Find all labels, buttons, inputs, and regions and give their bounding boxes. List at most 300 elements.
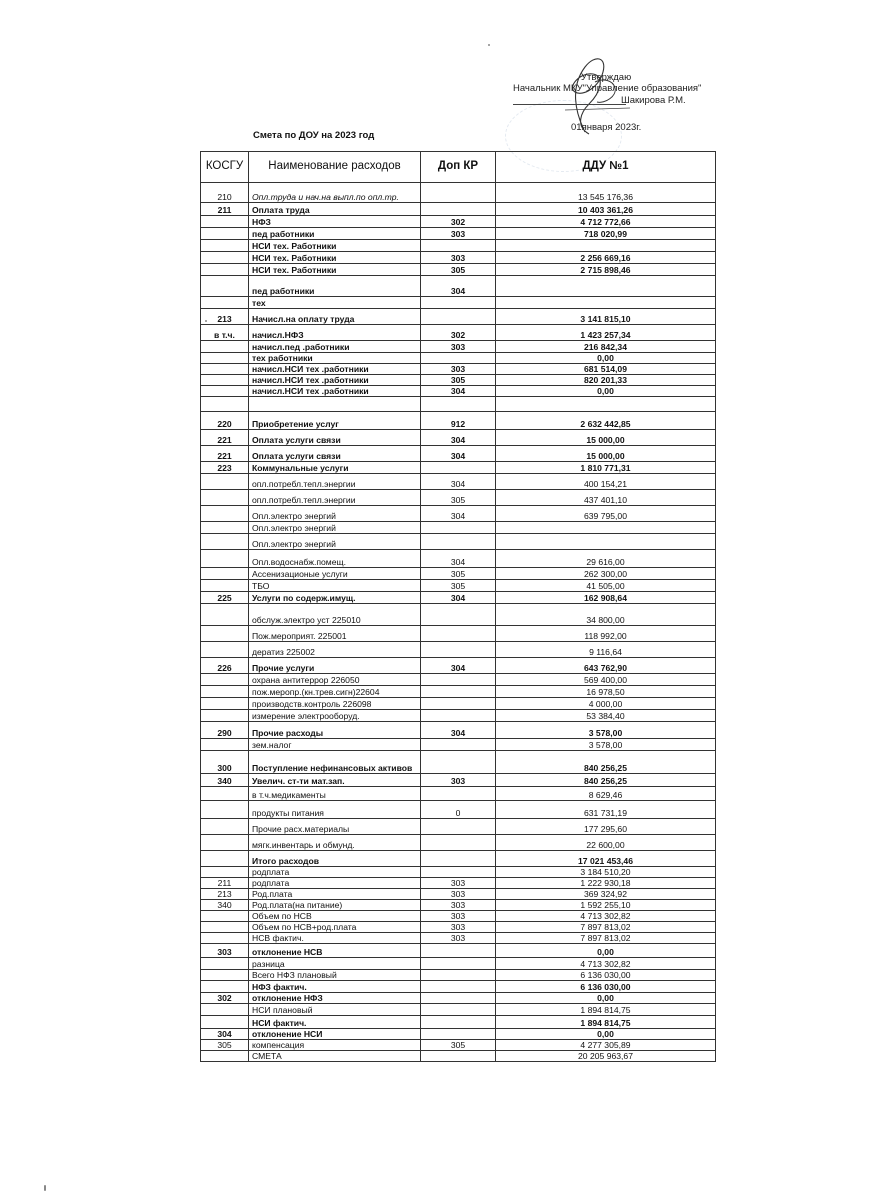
name-cell: Опл.водоснабж.помещ. <box>249 550 421 568</box>
name-cell: Оплата услуги связи <box>249 446 421 462</box>
scan-speck <box>205 320 207 322</box>
dop-kr-cell <box>421 1051 496 1062</box>
dop-kr-cell <box>421 203 496 216</box>
scan-speck <box>488 44 490 46</box>
dop-kr-cell: 303 <box>421 774 496 787</box>
kosgu-cell <box>201 787 249 801</box>
dop-kr-cell: 305 <box>421 490 496 506</box>
dop-kr-cell <box>421 674 496 686</box>
approval-position: Начальник МКУ"Управление образования" <box>513 83 702 94</box>
name-cell: Объем по НСВ+род.плата <box>249 922 421 933</box>
dop-kr-cell <box>421 309 496 325</box>
ddu-value-cell: 177 295,60 <box>496 819 716 835</box>
table-row <box>201 297 716 309</box>
kosgu-cell <box>201 819 249 835</box>
ddu-value-cell: 4 713 302,82 <box>496 958 716 970</box>
table-row <box>201 1016 716 1029</box>
ddu-value-cell <box>496 397 716 412</box>
kosgu-cell <box>201 276 249 297</box>
table-row <box>201 592 716 604</box>
name-cell: тех работники <box>249 353 421 364</box>
dop-kr-cell: 304 <box>421 592 496 604</box>
dop-kr-cell <box>421 183 496 203</box>
dop-kr-cell <box>421 1029 496 1040</box>
kosgu-cell <box>201 568 249 580</box>
ddu-value-cell: 10 403 361,26 <box>496 203 716 216</box>
name-cell: Род.плата <box>249 889 421 900</box>
header-name: Наименование расходов <box>249 152 421 183</box>
name-cell: разница <box>249 958 421 970</box>
ddu-value-cell: 4 000,00 <box>496 698 716 710</box>
ddu-value-cell: 369 324,92 <box>496 889 716 900</box>
ddu-value-cell: 6 136 030,00 <box>496 981 716 993</box>
signature-line <box>513 104 626 105</box>
table-row <box>201 412 716 430</box>
ddu-value-cell: 3 184 510,20 <box>496 867 716 878</box>
kosgu-cell <box>201 851 249 867</box>
table-row <box>201 642 716 658</box>
dop-kr-cell <box>421 626 496 642</box>
table-row <box>201 522 716 534</box>
table-row <box>201 751 716 774</box>
name-cell: Всего НФЗ плановый <box>249 970 421 981</box>
kosgu-cell: 210 <box>201 183 249 203</box>
ddu-value-cell: 13 545 176,36 <box>496 183 716 203</box>
dop-kr-cell: 304 <box>421 474 496 490</box>
kosgu-cell: 340 <box>201 774 249 787</box>
name-cell: мягк.инвентарь и обмунд. <box>249 835 421 851</box>
ddu-value-cell: 15 000,00 <box>496 446 716 462</box>
dop-kr-cell <box>421 751 496 774</box>
table-row <box>201 911 716 922</box>
name-cell: Коммунальные услуги <box>249 462 421 474</box>
dop-kr-cell: 304 <box>421 550 496 568</box>
ddu-value-cell <box>496 534 716 550</box>
kosgu-cell <box>201 867 249 878</box>
kosgu-cell <box>201 252 249 264</box>
name-cell: опл.потребл.тепл.энергии <box>249 474 421 490</box>
table-row <box>201 698 716 710</box>
dop-kr-cell <box>421 353 496 364</box>
name-cell: Опл.электро энергий <box>249 522 421 534</box>
dop-kr-cell: 302 <box>421 325 496 341</box>
approval-date: 01января 2023г. <box>571 122 642 133</box>
approval-name: Шакирова Р.М. <box>621 95 686 106</box>
dop-kr-cell: 303 <box>421 911 496 922</box>
table-row <box>201 580 716 592</box>
table-row <box>201 1040 716 1051</box>
kosgu-cell <box>201 506 249 522</box>
kosgu-cell <box>201 474 249 490</box>
kosgu-cell <box>201 580 249 592</box>
name-cell: родплата <box>249 867 421 878</box>
table-row <box>201 922 716 933</box>
ddu-value-cell: 840 256,25 <box>496 774 716 787</box>
name-cell: начисл.пед .работники <box>249 341 421 353</box>
dop-kr-cell: 303 <box>421 889 496 900</box>
kosgu-cell <box>201 397 249 412</box>
kosgu-cell <box>201 228 249 240</box>
ddu-value-cell <box>496 276 716 297</box>
ddu-value-cell: 569 400,00 <box>496 674 716 686</box>
scan-speck <box>44 1185 46 1191</box>
ddu-value-cell: 3 141 815,10 <box>496 309 716 325</box>
name-cell <box>249 397 421 412</box>
dop-kr-cell <box>421 522 496 534</box>
ddu-value-cell: 216 842,34 <box>496 341 716 353</box>
header-kosgu: КОСГУ <box>201 152 249 183</box>
name-cell: пед работники <box>249 276 421 297</box>
ddu-value-cell: 1 894 814,75 <box>496 1004 716 1016</box>
table-row <box>201 183 716 203</box>
name-cell: опл.потребл.тепл.энергии <box>249 490 421 506</box>
kosgu-cell: 213 <box>201 889 249 900</box>
ddu-value-cell: 631 731,19 <box>496 801 716 819</box>
ddu-value-cell: 4 713 302,82 <box>496 911 716 922</box>
name-cell: обслуж.электро уст 225010 <box>249 604 421 626</box>
ddu-value-cell: 681 514,09 <box>496 364 716 375</box>
name-cell: тех <box>249 297 421 309</box>
name-cell: дератиз 225002 <box>249 642 421 658</box>
dop-kr-cell <box>421 835 496 851</box>
table-row <box>201 240 716 252</box>
kosgu-cell: 303 <box>201 944 249 958</box>
name-cell: зем.налог <box>249 739 421 751</box>
table-row <box>201 658 716 674</box>
ddu-value-cell: 22 600,00 <box>496 835 716 851</box>
table-row <box>201 604 716 626</box>
dop-kr-cell: 303 <box>421 900 496 911</box>
ddu-value-cell <box>496 522 716 534</box>
table-row <box>201 981 716 993</box>
table-row <box>201 626 716 642</box>
table-row <box>201 878 716 889</box>
name-cell: НСИ тех. Работники <box>249 264 421 276</box>
ddu-value-cell: 7 897 813,02 <box>496 922 716 933</box>
ddu-value-cell: 162 908,64 <box>496 592 716 604</box>
kosgu-cell: 302 <box>201 993 249 1004</box>
kosgu-cell <box>201 216 249 228</box>
name-cell: Начисл.на оплату труда <box>249 309 421 325</box>
kosgu-cell <box>201 240 249 252</box>
kosgu-cell <box>201 341 249 353</box>
table-row <box>201 550 716 568</box>
kosgu-cell: 305 <box>201 1040 249 1051</box>
name-cell: Прочие услуги <box>249 658 421 674</box>
dop-kr-cell: 303 <box>421 341 496 353</box>
dop-kr-cell <box>421 819 496 835</box>
kosgu-cell: 220 <box>201 412 249 430</box>
dop-kr-cell: 304 <box>421 446 496 462</box>
table-row <box>201 252 716 264</box>
table-row <box>201 430 716 446</box>
kosgu-cell <box>201 686 249 698</box>
name-cell: НСИ фактич. <box>249 1016 421 1029</box>
budget-table <box>200 151 716 1062</box>
ddu-value-cell: 29 616,00 <box>496 550 716 568</box>
dop-kr-cell <box>421 462 496 474</box>
table-row <box>201 739 716 751</box>
kosgu-cell <box>201 550 249 568</box>
table-row <box>201 474 716 490</box>
dop-kr-cell: 304 <box>421 430 496 446</box>
table-row <box>201 216 716 228</box>
kosgu-cell <box>201 710 249 722</box>
kosgu-cell <box>201 1004 249 1016</box>
name-cell: начисл.НСИ тех .работники <box>249 375 421 386</box>
table-row <box>201 970 716 981</box>
ddu-value-cell: 1 894 814,75 <box>496 1016 716 1029</box>
table-row <box>201 309 716 325</box>
dop-kr-cell <box>421 981 496 993</box>
name-cell: отклонение НСВ <box>249 944 421 958</box>
name-cell: Опл.труда и нач.на выпл.по опл.тр. <box>249 183 421 203</box>
dop-kr-cell: 302 <box>421 216 496 228</box>
kosgu-cell <box>201 264 249 276</box>
table-row <box>201 774 716 787</box>
ddu-value-cell: 437 401,10 <box>496 490 716 506</box>
dop-kr-cell: 305 <box>421 375 496 386</box>
ddu-value-cell: 53 384,40 <box>496 710 716 722</box>
dop-kr-cell: 303 <box>421 878 496 889</box>
kosgu-cell <box>201 698 249 710</box>
name-cell: Прочие расх.материалы <box>249 819 421 835</box>
dop-kr-cell: 304 <box>421 658 496 674</box>
dop-kr-cell: 305 <box>421 580 496 592</box>
ddu-value-cell: 9 116,64 <box>496 642 716 658</box>
name-cell: отклонение НСИ <box>249 1029 421 1040</box>
ddu-value-cell: 4 277 305,89 <box>496 1040 716 1051</box>
table-row <box>201 375 716 386</box>
table-row <box>201 889 716 900</box>
table-row <box>201 867 716 878</box>
name-cell: НСИ тех. Работники <box>249 252 421 264</box>
kosgu-cell <box>201 534 249 550</box>
kosgu-cell: 211 <box>201 203 249 216</box>
table-row <box>201 203 716 216</box>
table-row <box>201 819 716 835</box>
ddu-value-cell: 0,00 <box>496 386 716 397</box>
ddu-value-cell: 3 578,00 <box>496 739 716 751</box>
table-row <box>201 353 716 364</box>
ddu-value-cell: 1 592 255,10 <box>496 900 716 911</box>
kosgu-cell <box>201 626 249 642</box>
table-row <box>201 1029 716 1040</box>
dop-kr-cell: 303 <box>421 364 496 375</box>
ddu-value-cell: 1 810 771,31 <box>496 462 716 474</box>
name-cell: Опл.электро энергий <box>249 534 421 550</box>
kosgu-cell <box>201 1051 249 1062</box>
name-cell: начисл.НСИ тех .работники <box>249 386 421 397</box>
approval-title: Утверждаю <box>581 72 632 83</box>
kosgu-cell <box>201 353 249 364</box>
ddu-value-cell: 0,00 <box>496 944 716 958</box>
name-cell: Итого расходов <box>249 851 421 867</box>
dop-kr-cell <box>421 686 496 698</box>
name-cell: измерение электрооборуд. <box>249 710 421 722</box>
table-row <box>201 944 716 958</box>
table-row <box>201 674 716 686</box>
name-cell: НФЗ фактич. <box>249 981 421 993</box>
kosgu-cell: 226 <box>201 658 249 674</box>
dop-kr-cell: 303 <box>421 228 496 240</box>
ddu-value-cell: 718 020,99 <box>496 228 716 240</box>
name-cell: Пож.мероприят. 225001 <box>249 626 421 642</box>
name-cell: отклонение НФЗ <box>249 993 421 1004</box>
dop-kr-cell <box>421 698 496 710</box>
ddu-value-cell: 0,00 <box>496 993 716 1004</box>
kosgu-cell: 300 <box>201 751 249 774</box>
table-row <box>201 900 716 911</box>
ddu-value-cell: 15 000,00 <box>496 430 716 446</box>
table-row <box>201 787 716 801</box>
name-cell: ТБО <box>249 580 421 592</box>
name-cell: Род.плата(на питание) <box>249 900 421 911</box>
dop-kr-cell: 304 <box>421 506 496 522</box>
name-cell: начисл.НФЗ <box>249 325 421 341</box>
kosgu-cell <box>201 490 249 506</box>
kosgu-cell <box>201 911 249 922</box>
ddu-value-cell: 262 300,00 <box>496 568 716 580</box>
ddu-value-cell: 639 795,00 <box>496 506 716 522</box>
kosgu-cell <box>201 297 249 309</box>
dop-kr-cell <box>421 944 496 958</box>
ddu-value-cell: 34 800,00 <box>496 604 716 626</box>
name-cell: охрана антитеррор 226050 <box>249 674 421 686</box>
dop-kr-cell: 305 <box>421 568 496 580</box>
name-cell: НФЗ <box>249 216 421 228</box>
kosgu-cell: 304 <box>201 1029 249 1040</box>
table-row <box>201 490 716 506</box>
kosgu-cell <box>201 364 249 375</box>
ddu-value-cell: 820 201,33 <box>496 375 716 386</box>
name-cell: НСИ плановый <box>249 1004 421 1016</box>
ddu-value-cell: 8 629,46 <box>496 787 716 801</box>
name-cell: Оплата услуги связи <box>249 430 421 446</box>
table-row <box>201 722 716 739</box>
kosgu-cell: 290 <box>201 722 249 739</box>
table-row <box>201 835 716 851</box>
name-cell: НСВ фактич. <box>249 933 421 944</box>
name-cell: Услуги по содерж.имущ. <box>249 592 421 604</box>
table-row <box>201 958 716 970</box>
kosgu-cell: 213 <box>201 309 249 325</box>
dop-kr-cell <box>421 710 496 722</box>
ddu-value-cell: 4 712 772,66 <box>496 216 716 228</box>
dop-kr-cell <box>421 1004 496 1016</box>
dop-kr-cell <box>421 534 496 550</box>
table-row <box>201 851 716 867</box>
ddu-value-cell: 6 136 030,00 <box>496 970 716 981</box>
ddu-value-cell: 643 762,90 <box>496 658 716 674</box>
kosgu-cell <box>201 801 249 819</box>
dop-kr-cell <box>421 787 496 801</box>
name-cell: СМЕТА <box>249 1051 421 1062</box>
header-dop-kr: Доп КР <box>421 152 496 183</box>
dop-kr-cell: 303 <box>421 933 496 944</box>
dop-kr-cell <box>421 739 496 751</box>
ddu-value-cell: 1 423 257,34 <box>496 325 716 341</box>
ddu-value-cell: 41 505,00 <box>496 580 716 592</box>
kosgu-cell <box>201 970 249 981</box>
dop-kr-cell: 912 <box>421 412 496 430</box>
dop-kr-cell <box>421 970 496 981</box>
table-row <box>201 386 716 397</box>
table-row <box>201 801 716 819</box>
dop-kr-cell <box>421 1016 496 1029</box>
kosgu-cell <box>201 674 249 686</box>
table-row <box>201 568 716 580</box>
header-ddu: ДДУ №1 <box>496 152 716 183</box>
kosgu-cell <box>201 835 249 851</box>
kosgu-cell <box>201 604 249 626</box>
table-row <box>201 364 716 375</box>
table-row <box>201 446 716 462</box>
table-row <box>201 506 716 522</box>
ddu-value-cell: 17 021 453,46 <box>496 851 716 867</box>
ddu-value-cell: 0,00 <box>496 353 716 364</box>
table-row <box>201 686 716 698</box>
dop-kr-cell <box>421 297 496 309</box>
table-row <box>201 276 716 297</box>
table-row <box>201 325 716 341</box>
dop-kr-cell <box>421 240 496 252</box>
ddu-value-cell: 0,00 <box>496 1029 716 1040</box>
kosgu-cell: 340 <box>201 900 249 911</box>
name-cell: Прочие расходы <box>249 722 421 739</box>
name-cell: пед работники <box>249 228 421 240</box>
dop-kr-cell: 304 <box>421 386 496 397</box>
kosgu-cell: 221 <box>201 430 249 446</box>
name-cell: Опл.электро энергий <box>249 506 421 522</box>
kosgu-cell: в т.ч. <box>201 325 249 341</box>
kosgu-cell <box>201 375 249 386</box>
name-cell: производств.контроль 226098 <box>249 698 421 710</box>
ddu-value-cell: 7 897 813,02 <box>496 933 716 944</box>
dop-kr-cell: 303 <box>421 252 496 264</box>
ddu-value-cell: 2 256 669,16 <box>496 252 716 264</box>
table-row <box>201 534 716 550</box>
name-cell: Поступление нефинансовых активов <box>249 751 421 774</box>
kosgu-cell: 225 <box>201 592 249 604</box>
dop-kr-cell <box>421 851 496 867</box>
kosgu-cell <box>201 981 249 993</box>
ddu-value-cell: 118 992,00 <box>496 626 716 642</box>
dop-kr-cell: 303 <box>421 922 496 933</box>
kosgu-cell <box>201 386 249 397</box>
dop-kr-cell <box>421 958 496 970</box>
name-cell: Приобретение услуг <box>249 412 421 430</box>
kosgu-cell <box>201 1016 249 1029</box>
kosgu-cell <box>201 958 249 970</box>
table-row <box>201 397 716 412</box>
ddu-value-cell: 2 715 898,46 <box>496 264 716 276</box>
table-row <box>201 228 716 240</box>
table-row <box>201 933 716 944</box>
ddu-value-cell <box>496 240 716 252</box>
name-cell: Объем по НСВ <box>249 911 421 922</box>
ddu-value-cell: 1 222 930,18 <box>496 878 716 889</box>
kosgu-cell <box>201 642 249 658</box>
dop-kr-cell <box>421 397 496 412</box>
name-cell: продукты питания <box>249 801 421 819</box>
dop-kr-cell <box>421 867 496 878</box>
kosgu-cell <box>201 933 249 944</box>
table-row <box>201 1004 716 1016</box>
table-row <box>201 341 716 353</box>
name-cell: пож.меропр.(кн.трев.сигн)22604 <box>249 686 421 698</box>
table-header-row <box>201 152 716 183</box>
